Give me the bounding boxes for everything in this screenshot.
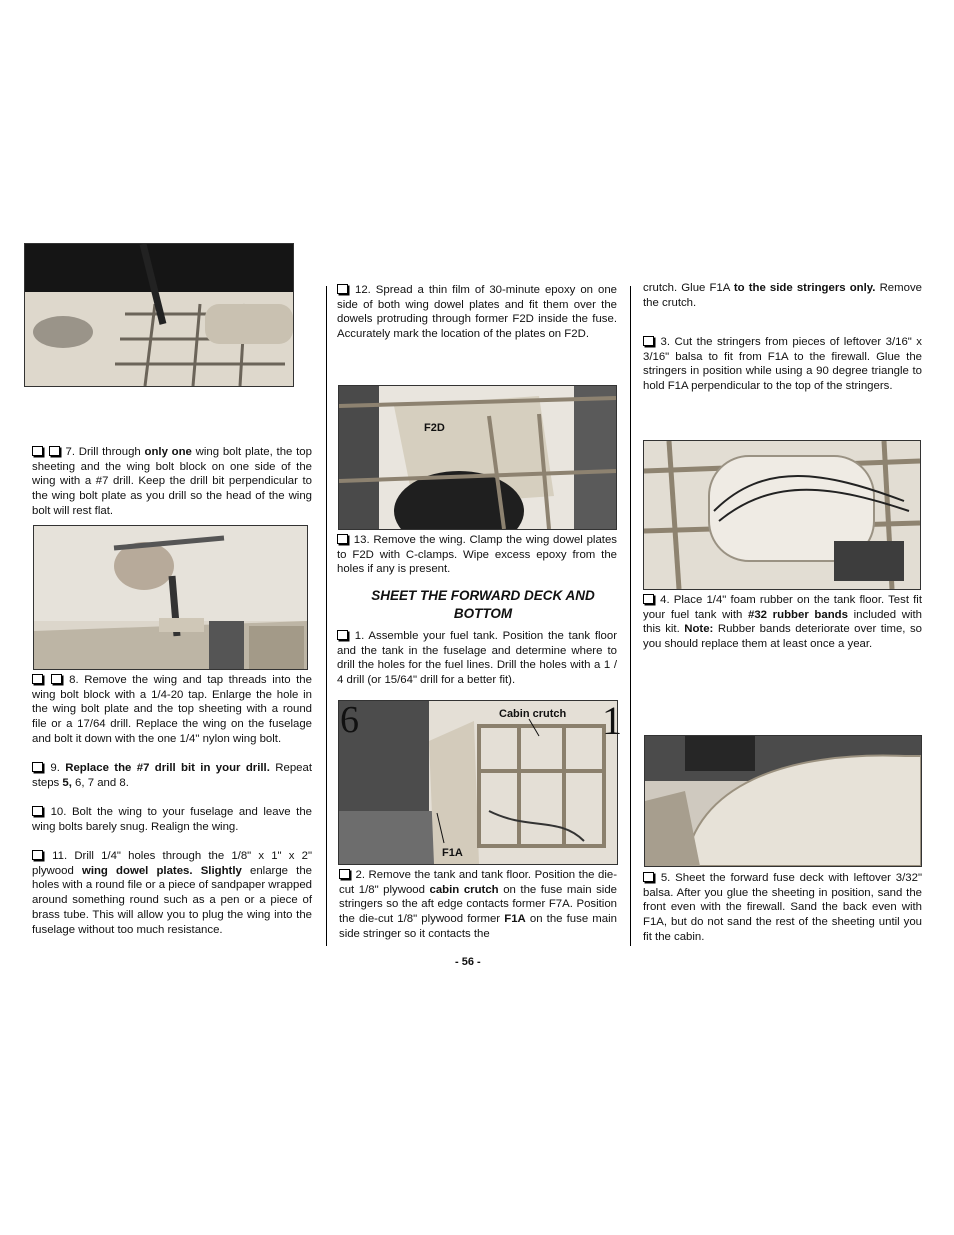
deck-step-3-text: 3. Cut the stringers from pieces of leftover 3/16" x 3/16" balsa to fit from F1A to the firewall. Glue the stringers in position while using a 90 degree triangle to hold F1A perpendicular to the top of the stringers. (643, 336, 922, 393)
step-9-text: 9. Replace the #7 drill bit in your drill. Repeat steps 5, 6, 7 and 8. (32, 762, 312, 789)
step-13-text: 13. Remove the wing. Clamp the wing dowel plates to F2D with C-clamps. Wipe excess epoxy from the holes if any is present. (337, 534, 617, 576)
step-7-text: 7. Drill through only one wing bolt plate, the top sheeting and the wing bolt block on one side of the wing with a #7 drill. Keep the drill bit perpendicular to the wing bolt plate as you drill so the head of the wing bolt will rest flat. (32, 446, 312, 517)
checkbox[interactable] (339, 869, 350, 879)
margin-numeral-right: 1 (602, 698, 622, 743)
margin-numeral-left: 6 (340, 699, 359, 741)
deck-step-2-text: 2. Remove the tank and tank floor. Position the die-cut 1/8" plywood cabin crutch on the fuse main side stringers so the aft edge contacts former F7A. Position the die-cut 1/8" plywood former F1A on the fuse main side stringer so it contacts the (339, 869, 618, 940)
checkbox[interactable] (32, 762, 43, 772)
section-heading: SHEET THE FORWARD DECK AND BOTTOM (371, 588, 595, 621)
photo-drill-wing-bolt-block (24, 243, 294, 387)
photo-cabin-crutch-f1a (338, 700, 618, 865)
checkbox[interactable] (643, 594, 654, 604)
checkbox[interactable] (32, 850, 43, 860)
deck-step-1-text: 1. Assemble your fuel tank. Position the tank floor and the tank in the fuselage and determine where to drill the holes for the fuel lines. Drill the holes with a 1 / 4 drill (or 15/64" drill for a better fit). (337, 630, 617, 687)
f2d-label: F2D (424, 422, 445, 434)
checkbox[interactable] (337, 284, 348, 294)
column-divider-right (630, 286, 631, 946)
checkbox[interactable] (643, 336, 654, 346)
checkbox[interactable] (32, 674, 43, 684)
deck-step-2-continued-text: crutch. Glue F1A to the side stringers only. Remove the crutch. (643, 282, 922, 309)
f1a-label: F1A (442, 847, 463, 859)
photo-wing-dowel-plates-f2d (338, 385, 617, 530)
checkbox[interactable] (643, 872, 654, 882)
step-11-text: 11. Drill 1/4" holes through the 1/8" x 1" x 2" plywood wing dowel plates. Slightly enlarge the holes with a round file or a piece of sandpaper wrapped around something round such as a pen or a piece of brass tube. This will allow you to plug the wing into the fuselage without too much resistance. (32, 850, 312, 936)
checkbox[interactable] (51, 674, 62, 684)
cabin-crutch-label: Cabin crutch (499, 708, 567, 720)
step-8-text: 8. Remove the wing and tap threads into the wing bolt block with a 1/4-20 tap. Enlarge the hole in the wing bolt plate and the top sheeting with a round file or a 17/64 drill. Replace the wing on the fuselage and bolt it down with the one 1/4" nylon wing bolt. (32, 674, 312, 745)
checkbox[interactable] (49, 446, 60, 456)
photo-forward-deck-sheeting (644, 735, 922, 867)
checkbox[interactable] (337, 534, 348, 544)
checkbox[interactable] (32, 806, 43, 816)
deck-step-4-text: 4. Place 1/4" foam rubber on the tank floor. Test fit your fuel tank with #32 rubber bands included with this kit. Note: Rubber bands deteriorate over time, so you should replace them at least once a year. (643, 594, 922, 651)
photo-tap-threads (33, 525, 308, 670)
photo-fuel-tank (643, 440, 921, 590)
step-12-text: 12. Spread a thin film of 30-minute epoxy on one side of both wing dowel plates and fit them over the dowels protruding through former F2D inside the fuse. Accurately mark the location of the plates on F2D. (337, 284, 617, 341)
checkbox[interactable] (32, 446, 43, 456)
column-divider-left (326, 286, 327, 946)
page-number: - 56 - (455, 956, 481, 968)
step-10-text: 10. Bolt the wing to your fuselage and leave the wing bolts barely snug. Realign the wing. (32, 806, 313, 833)
deck-step-5-text: 5. Sheet the forward fuse deck with leftover 3/32" balsa. After you glue the sheeting in position, sand the front even with the firewall. Sand the back even with F1A, but do not sand the rest of the sheeting until you fit the cabin. (643, 872, 922, 943)
checkbox[interactable] (337, 630, 348, 640)
